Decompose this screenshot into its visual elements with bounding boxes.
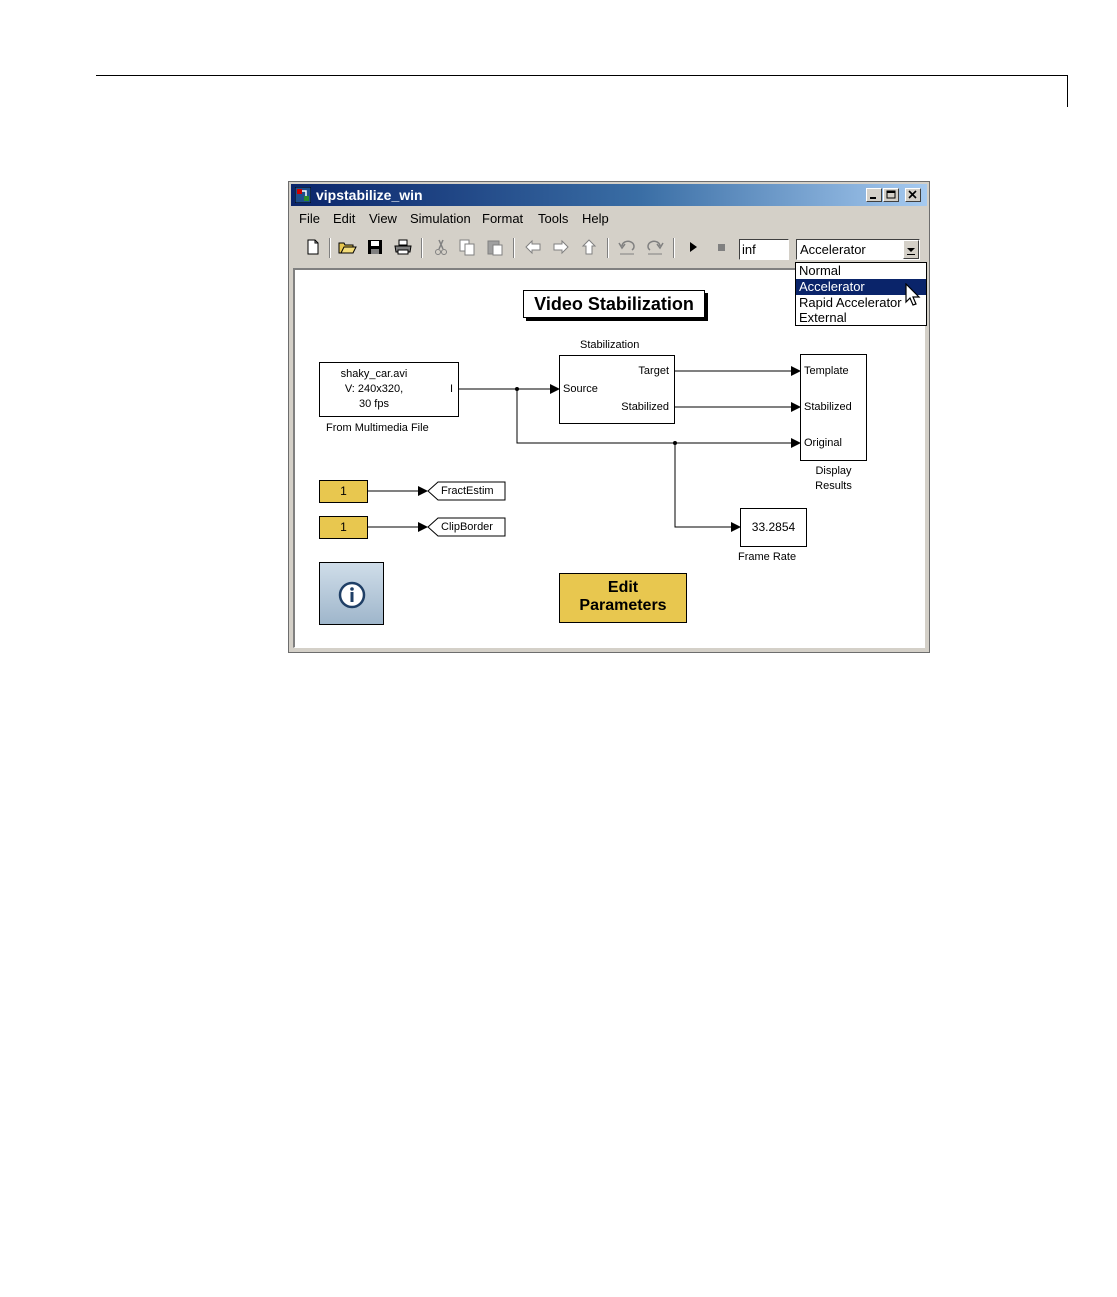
display-label-line1: Display [815,465,852,477]
mode-option-accelerator[interactable]: Accelerator [796,279,926,295]
frame-rate-label: Frame Rate [738,551,797,563]
info-icon [320,563,383,624]
mode-option-rapid-accelerator[interactable]: Rapid Accelerator [799,295,902,310]
branch-point [515,387,519,391]
window-title: vipstabilize_win [316,187,423,203]
menu-simulation[interactable]: Simulation [410,211,471,226]
display-results-block[interactable] [800,354,867,461]
source-dimensions: V: 240x320, [344,383,404,395]
edit-parameters-line2: Parameters [579,597,667,614]
mode-option-external[interactable]: External [799,310,847,325]
mouse-cursor-icon [904,283,924,309]
edit-parameters-line1: Edit [607,579,639,596]
source-file-name: shaky_car.avi [340,368,408,380]
info-button[interactable] [319,562,384,625]
display-label-line2: Results [815,480,852,492]
port-target: Target [638,365,669,377]
menu-edit[interactable]: Edit [333,211,356,226]
menu-tools[interactable]: Tools [538,211,569,226]
constant-block-clipborder[interactable]: 1 [319,516,368,539]
source-output-port: I [450,383,454,395]
constant-block-fractestim[interactable]: 1 [319,480,368,503]
menu-view[interactable]: View [369,211,397,226]
simulation-mode-value: Accelerator [800,242,866,257]
frame-rate-display-block[interactable] [740,508,807,547]
edit-parameters-button[interactable] [559,573,687,623]
stabilization-subsystem[interactable] [559,355,675,424]
stabilization-label: Stabilization [580,339,640,351]
port-template: Template [804,365,849,377]
goto-fractestim-label: FractEstim [441,485,494,497]
frame-rate-value: 33.2854 [751,520,796,534]
port-original: Original [804,437,842,449]
mode-option-normal[interactable]: Normal [799,263,841,278]
menu-file[interactable]: File [299,211,320,226]
menu-help[interactable]: Help [582,211,609,226]
menu-format[interactable]: Format [482,211,524,226]
source-frame-rate: 30 fps [359,398,389,410]
from-multimedia-file-block[interactable] [319,362,459,417]
source-block-label: From Multimedia File [326,422,429,434]
port-stabilized-in: Stabilized [804,401,852,413]
signal-frame-rate [675,443,740,527]
port-source: Source [563,383,598,395]
model-title-annotation: Video Stabilization [523,290,705,318]
port-stabilized-out: Stabilized [621,401,669,413]
goto-clipborder-label: ClipBorder [441,521,493,533]
branch-point [673,441,677,445]
